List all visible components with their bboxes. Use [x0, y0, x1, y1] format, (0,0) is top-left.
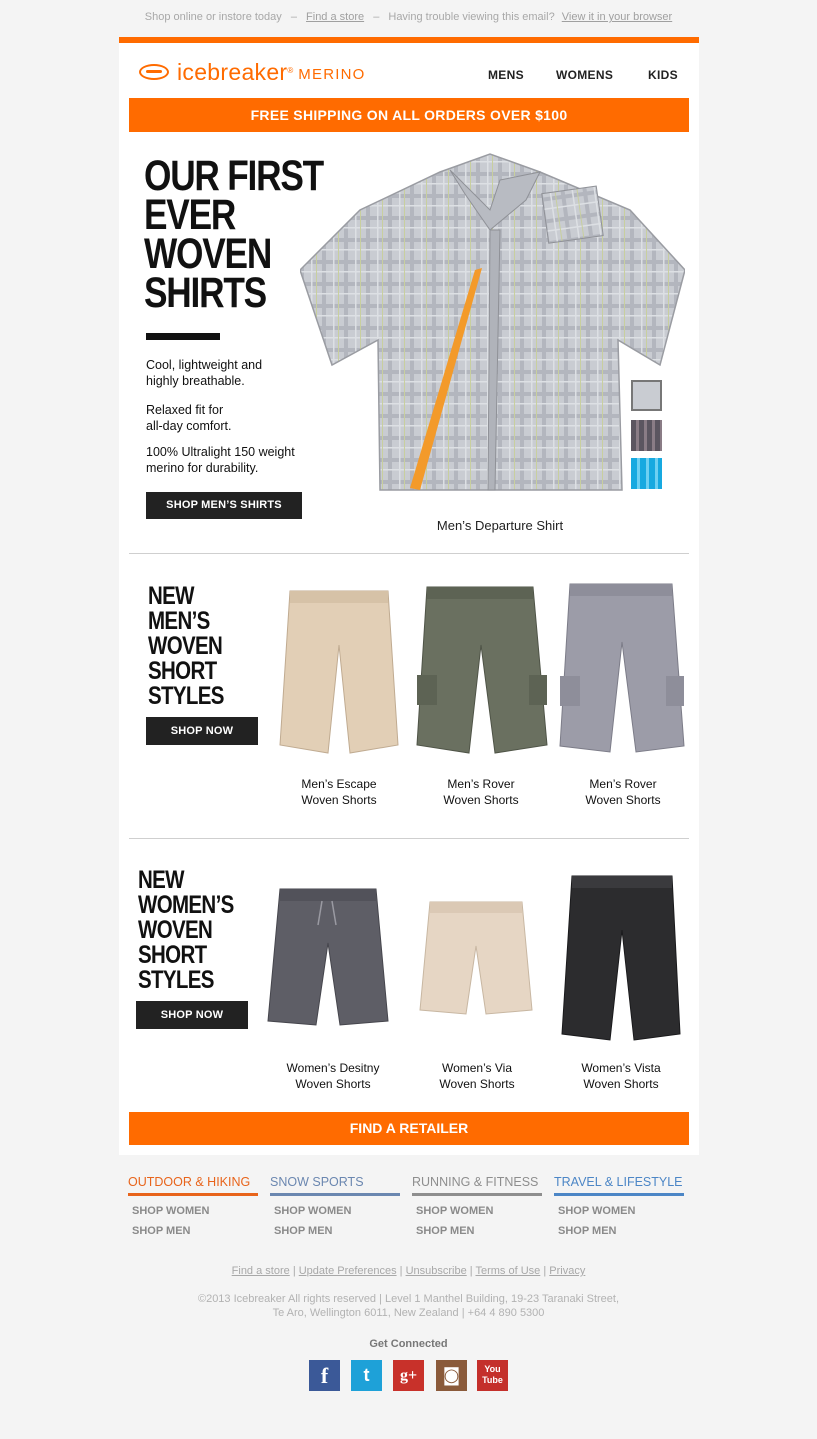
brand-logo[interactable] [139, 58, 366, 86]
footer-unsubscribe-link[interactable]: Unsubscribe [405, 1265, 467, 1277]
preheader-trouble-text: Having trouble viewing this email? [388, 11, 555, 23]
get-connected-label: Get Connected [369, 1338, 448, 1350]
womens-shop-now-button[interactable]: SHOP NOW [136, 1001, 248, 1029]
hero-title: OUR FIRST EVER WOVEN SHIRTS [144, 152, 323, 317]
copyright-text: ©2013 Icebreaker All rights reserved | Level 1 Manthel Building, 19-23 Taranaki Street, Te Aro, Wellington 6011, New Zealand | +64 4 890 5300 [197, 1293, 620, 1319]
shop-women-link[interactable]: SHOP WOMEN [558, 1205, 636, 1217]
category-outdoor-hiking [128, 1175, 258, 1237]
find-retailer-button[interactable]: FIND A RETAILER [129, 1112, 689, 1145]
hero-copy-3: 100% Ultralight 150 weight merino for durability. [146, 445, 295, 475]
youtube-icon[interactable]: You Tube [477, 1360, 508, 1391]
womens-destiny-shorts-image[interactable] [266, 885, 390, 1027]
footer-separator: | [543, 1265, 547, 1277]
category-snow-sports [270, 1175, 400, 1237]
facebook-icon[interactable]: f [309, 1360, 340, 1391]
shop-men-link[interactable]: SHOP MEN [416, 1225, 475, 1237]
mens-rover-shorts-green-image[interactable] [413, 583, 549, 755]
departure-shirt-image[interactable] [300, 150, 685, 500]
preheader-text: Shop online or instore today [144, 11, 282, 23]
logo-mark-icon [139, 64, 169, 80]
footer-separator: | [469, 1265, 473, 1277]
nav-womens[interactable]: WOMENS [556, 68, 614, 82]
shop-mens-shirts-button[interactable]: SHOP MEN’S SHIRTS [146, 492, 302, 519]
nav-mens[interactable]: MENS [488, 68, 524, 82]
product-mens-rover-grey[interactable]: Men’s Rover Woven Shorts [585, 777, 661, 807]
mens-section-title: NEW MEN’S WOVEN SHORT STYLES [148, 582, 224, 710]
category-travel-lifestyle [554, 1175, 684, 1237]
hero-copy-2: Relaxed fit for all-day comfort. [146, 403, 232, 433]
product-womens-vista[interactable]: Women’s Vista Woven Shorts [581, 1061, 661, 1091]
logo-wordmark: icebreaker [177, 58, 288, 85]
footer-preferences-link[interactable]: Update Preferences [298, 1265, 397, 1277]
swatch-blue-plaid[interactable] [631, 458, 662, 489]
swatch-grey-plaid[interactable] [631, 380, 662, 411]
preheader-separator: – [290, 11, 297, 23]
category-title[interactable]: TRAVEL & LIFESTYLE [554, 1175, 684, 1196]
hero-product-caption[interactable]: Men’s Departure Shirt [436, 518, 564, 533]
footer-terms-link[interactable]: Terms of Use [475, 1265, 541, 1277]
mens-escape-shorts-image[interactable] [278, 585, 400, 755]
footer-separator: | [399, 1265, 403, 1277]
view-in-browser-link[interactable]: View it in your browser [561, 11, 673, 23]
womens-vista-shorts-image[interactable] [560, 872, 682, 1042]
instagram-icon[interactable]: ◙ [436, 1360, 467, 1391]
womens-via-shorts-image[interactable] [418, 898, 534, 1016]
shop-men-link[interactable]: SHOP MEN [558, 1225, 617, 1237]
section-divider [129, 838, 689, 839]
free-shipping-banner[interactable]: FREE SHIPPING ON ALL ORDERS OVER $100 [129, 98, 689, 132]
footer-privacy-link[interactable]: Privacy [549, 1265, 586, 1277]
product-womens-destiny[interactable]: Women’s Desitny Woven Shorts [286, 1061, 380, 1091]
logo-suffix: MERINO [298, 65, 366, 83]
footer-find-store-link[interactable]: Find a store [231, 1265, 290, 1277]
product-womens-via[interactable]: Women’s Via Woven Shorts [439, 1061, 515, 1091]
footer-separator: | [292, 1265, 296, 1277]
shop-men-link[interactable]: SHOP MEN [132, 1225, 191, 1237]
section-divider [129, 553, 689, 554]
hero-rule [146, 333, 220, 340]
preheader-separator: – [373, 11, 380, 23]
mens-shop-now-button[interactable]: SHOP NOW [146, 717, 258, 745]
shop-women-link[interactable]: SHOP WOMEN [132, 1205, 210, 1217]
product-mens-escape[interactable]: Men’s Escape Woven Shorts [301, 777, 377, 807]
logo-registered: ® [287, 65, 294, 75]
shop-women-link[interactable]: SHOP WOMEN [416, 1205, 494, 1217]
swatch-purple-plaid[interactable] [631, 420, 662, 451]
twitter-icon[interactable]: t [351, 1360, 382, 1391]
category-title[interactable]: SNOW SPORTS [270, 1175, 400, 1196]
category-running-fitness [412, 1175, 542, 1237]
footer-links [0, 1265, 817, 1277]
preheader [0, 11, 817, 23]
find-store-link[interactable]: Find a store [306, 11, 365, 23]
mens-rover-shorts-grey-image[interactable] [556, 580, 686, 756]
hero-copy-1: Cool, lightweight and highly breathable. [146, 358, 263, 388]
womens-section-title: NEW WOMEN’S WOVEN SHORT STYLES [138, 866, 234, 994]
google-plus-icon[interactable]: g+ [393, 1360, 424, 1391]
product-mens-rover-green[interactable]: Men’s Rover Woven Shorts [443, 777, 519, 807]
nav-kids[interactable]: KIDS [648, 68, 678, 82]
category-title[interactable]: OUTDOOR & HIKING [128, 1175, 258, 1196]
shop-men-link[interactable]: SHOP MEN [274, 1225, 333, 1237]
category-title[interactable]: RUNNING & FITNESS [412, 1175, 542, 1196]
shop-women-link[interactable]: SHOP WOMEN [274, 1205, 352, 1217]
